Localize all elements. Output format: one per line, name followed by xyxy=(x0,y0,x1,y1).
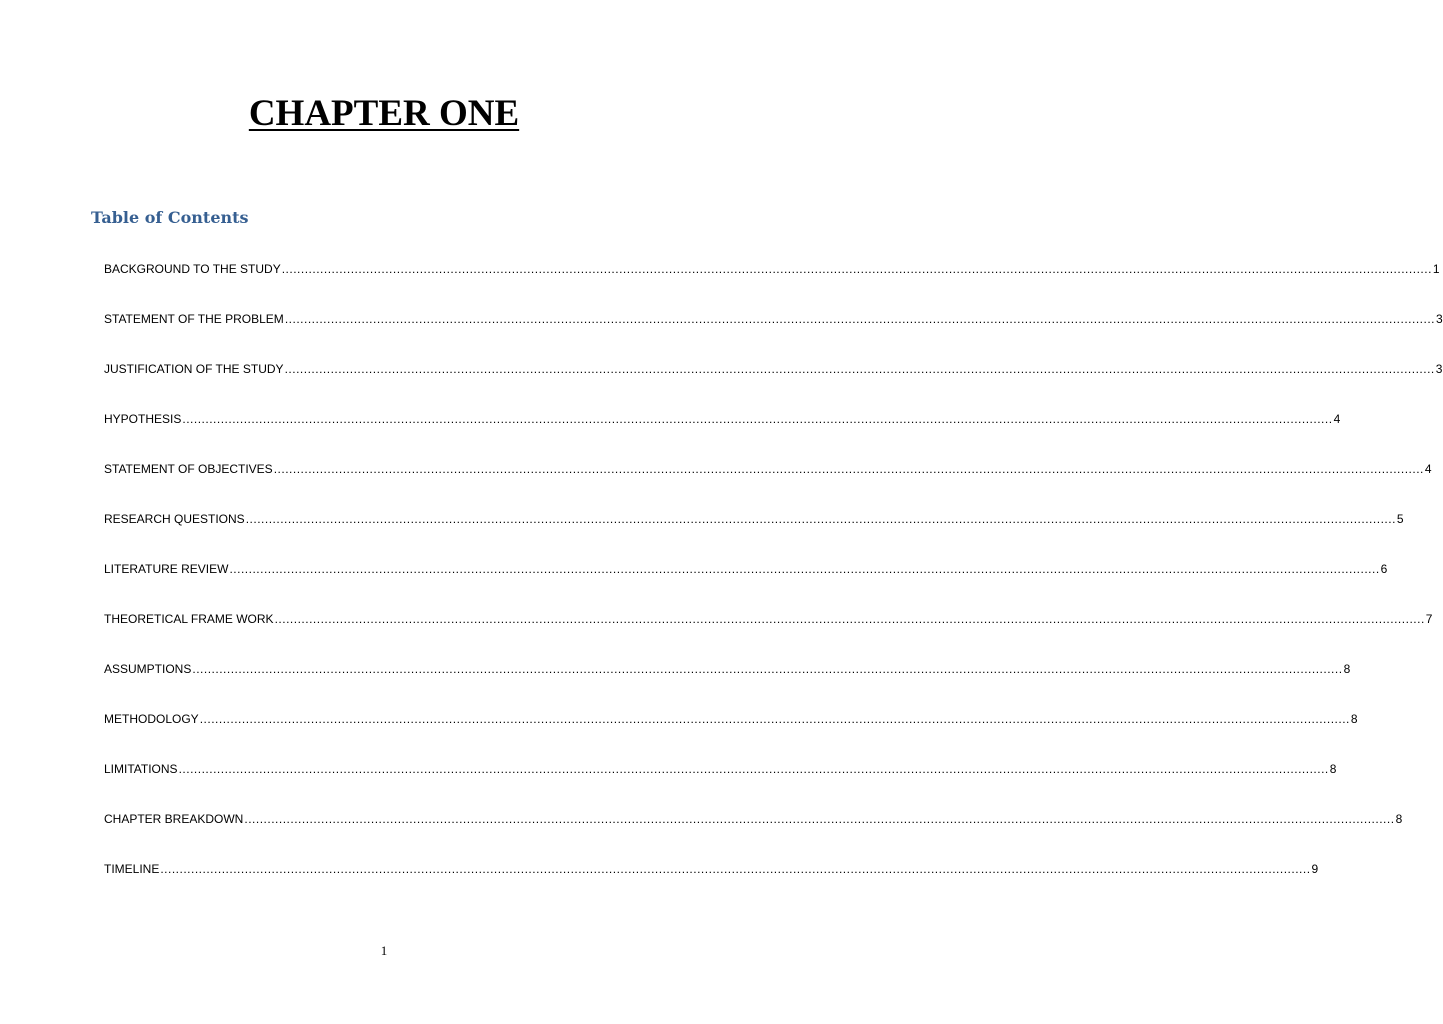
toc-entry-timeline[interactable] xyxy=(104,859,1319,909)
toc-entry-limitations[interactable] xyxy=(104,759,1337,809)
toc-dot-leader: ............................................................................................................................................................................................................................................................................................................ xyxy=(274,612,1425,626)
toc-dot-leader: ............................................................................................................................................................................................................................................................................................................ xyxy=(245,512,1396,526)
chapter-title xyxy=(0,92,768,136)
toc-dot-leader: ............................................................................................................................................................................................................................................................................................................ xyxy=(229,562,1380,576)
toc-entry-research-questions[interactable] xyxy=(104,509,1404,559)
toc-dot-leader: ............................................................................................................................................................................................................................................................................................................ xyxy=(281,262,1432,276)
toc-entry-chapter-breakdown[interactable] xyxy=(104,809,1403,859)
toc-dot-leader: ............................................................................................................................................................................................................................................................................................................ xyxy=(178,762,1329,776)
chapter-title-text: CHAPTER ONE xyxy=(248,93,520,134)
toc-entry-label: RESEARCH QUESTIONS xyxy=(104,512,245,526)
toc-entry-label: LITERATURE REVIEW xyxy=(104,562,229,576)
toc-entry-page: 1 xyxy=(1432,262,1440,276)
toc-entry-label: TIMELINE xyxy=(104,862,160,876)
toc-entry-page: 7 xyxy=(1425,612,1433,626)
toc-dot-leader: ............................................................................................................................................................................................................................................................................................................ xyxy=(284,312,1436,326)
toc-entry-label: ASSUMPTIONS xyxy=(104,662,192,676)
toc-entry-hypothesis[interactable] xyxy=(104,409,1341,459)
toc-entry-objectives[interactable] xyxy=(104,459,1432,509)
toc-entry-page: 6 xyxy=(1380,562,1388,576)
toc-entry-page: 4 xyxy=(1424,462,1432,476)
toc-entry-page: 5 xyxy=(1396,512,1404,526)
toc-dot-leader: ............................................................................................................................................................................................................................................................................................................ xyxy=(182,412,1333,426)
toc-entry-justification[interactable] xyxy=(104,359,1443,409)
toc-entry-page: 8 xyxy=(1343,662,1351,676)
toc-entry-literature-review[interactable] xyxy=(104,559,1388,609)
toc-entry-label: STATEMENT OF OBJECTIVES xyxy=(104,462,273,476)
toc-entry-label: HYPOTHESIS xyxy=(104,412,182,426)
toc-entry-background[interactable] xyxy=(104,259,1440,309)
toc-entry-theoretical-framework[interactable] xyxy=(104,609,1433,659)
toc-entry-page: 8 xyxy=(1350,712,1358,726)
toc-entry-label: METHODOLOGY xyxy=(104,712,199,726)
toc-entry-page: 8 xyxy=(1329,762,1337,776)
toc-entry-label: CHAPTER BREAKDOWN xyxy=(104,812,244,826)
toc-entry-assumptions[interactable] xyxy=(104,659,1351,709)
toc-dot-leader: ............................................................................................................................................................................................................................................................................................................ xyxy=(244,812,1395,826)
table-of-contents xyxy=(104,259,1443,909)
toc-entry-label: STATEMENT OF THE PROBLEM xyxy=(104,312,284,326)
toc-entry-label: BACKGROUND TO THE STUDY xyxy=(104,262,281,276)
toc-entry-label: THEORETICAL FRAME WORK xyxy=(104,612,274,626)
toc-entry-label: LIMITATIONS xyxy=(104,762,178,776)
toc-entry-page: 8 xyxy=(1395,812,1403,826)
toc-dot-leader: ............................................................................................................................................................................................................................................................................................................ xyxy=(273,462,1424,476)
toc-dot-leader: ............................................................................................................................................................................................................................................................................................................ xyxy=(192,662,1343,676)
toc-entry-methodology[interactable] xyxy=(104,709,1358,759)
toc-heading: Table of Contents xyxy=(91,208,249,227)
toc-dot-leader: ............................................................................................................................................................................................................................................................................................................ xyxy=(284,362,1435,376)
toc-entry-statement-of-problem[interactable] xyxy=(104,309,1443,359)
toc-dot-leader: ............................................................................................................................................................................................................................................................................................................ xyxy=(199,712,1350,726)
toc-entry-label: JUSTIFICATION OF THE STUDY xyxy=(104,362,284,376)
toc-entry-page: 3 xyxy=(1435,362,1443,376)
toc-entry-page: 3 xyxy=(1436,312,1443,326)
toc-entry-page: 4 xyxy=(1333,412,1341,426)
toc-entry-page: 9 xyxy=(1311,862,1319,876)
toc-dot-leader: ............................................................................................................................................................................................................................................................................................................ xyxy=(160,862,1311,876)
page-number: 1 xyxy=(380,943,388,958)
